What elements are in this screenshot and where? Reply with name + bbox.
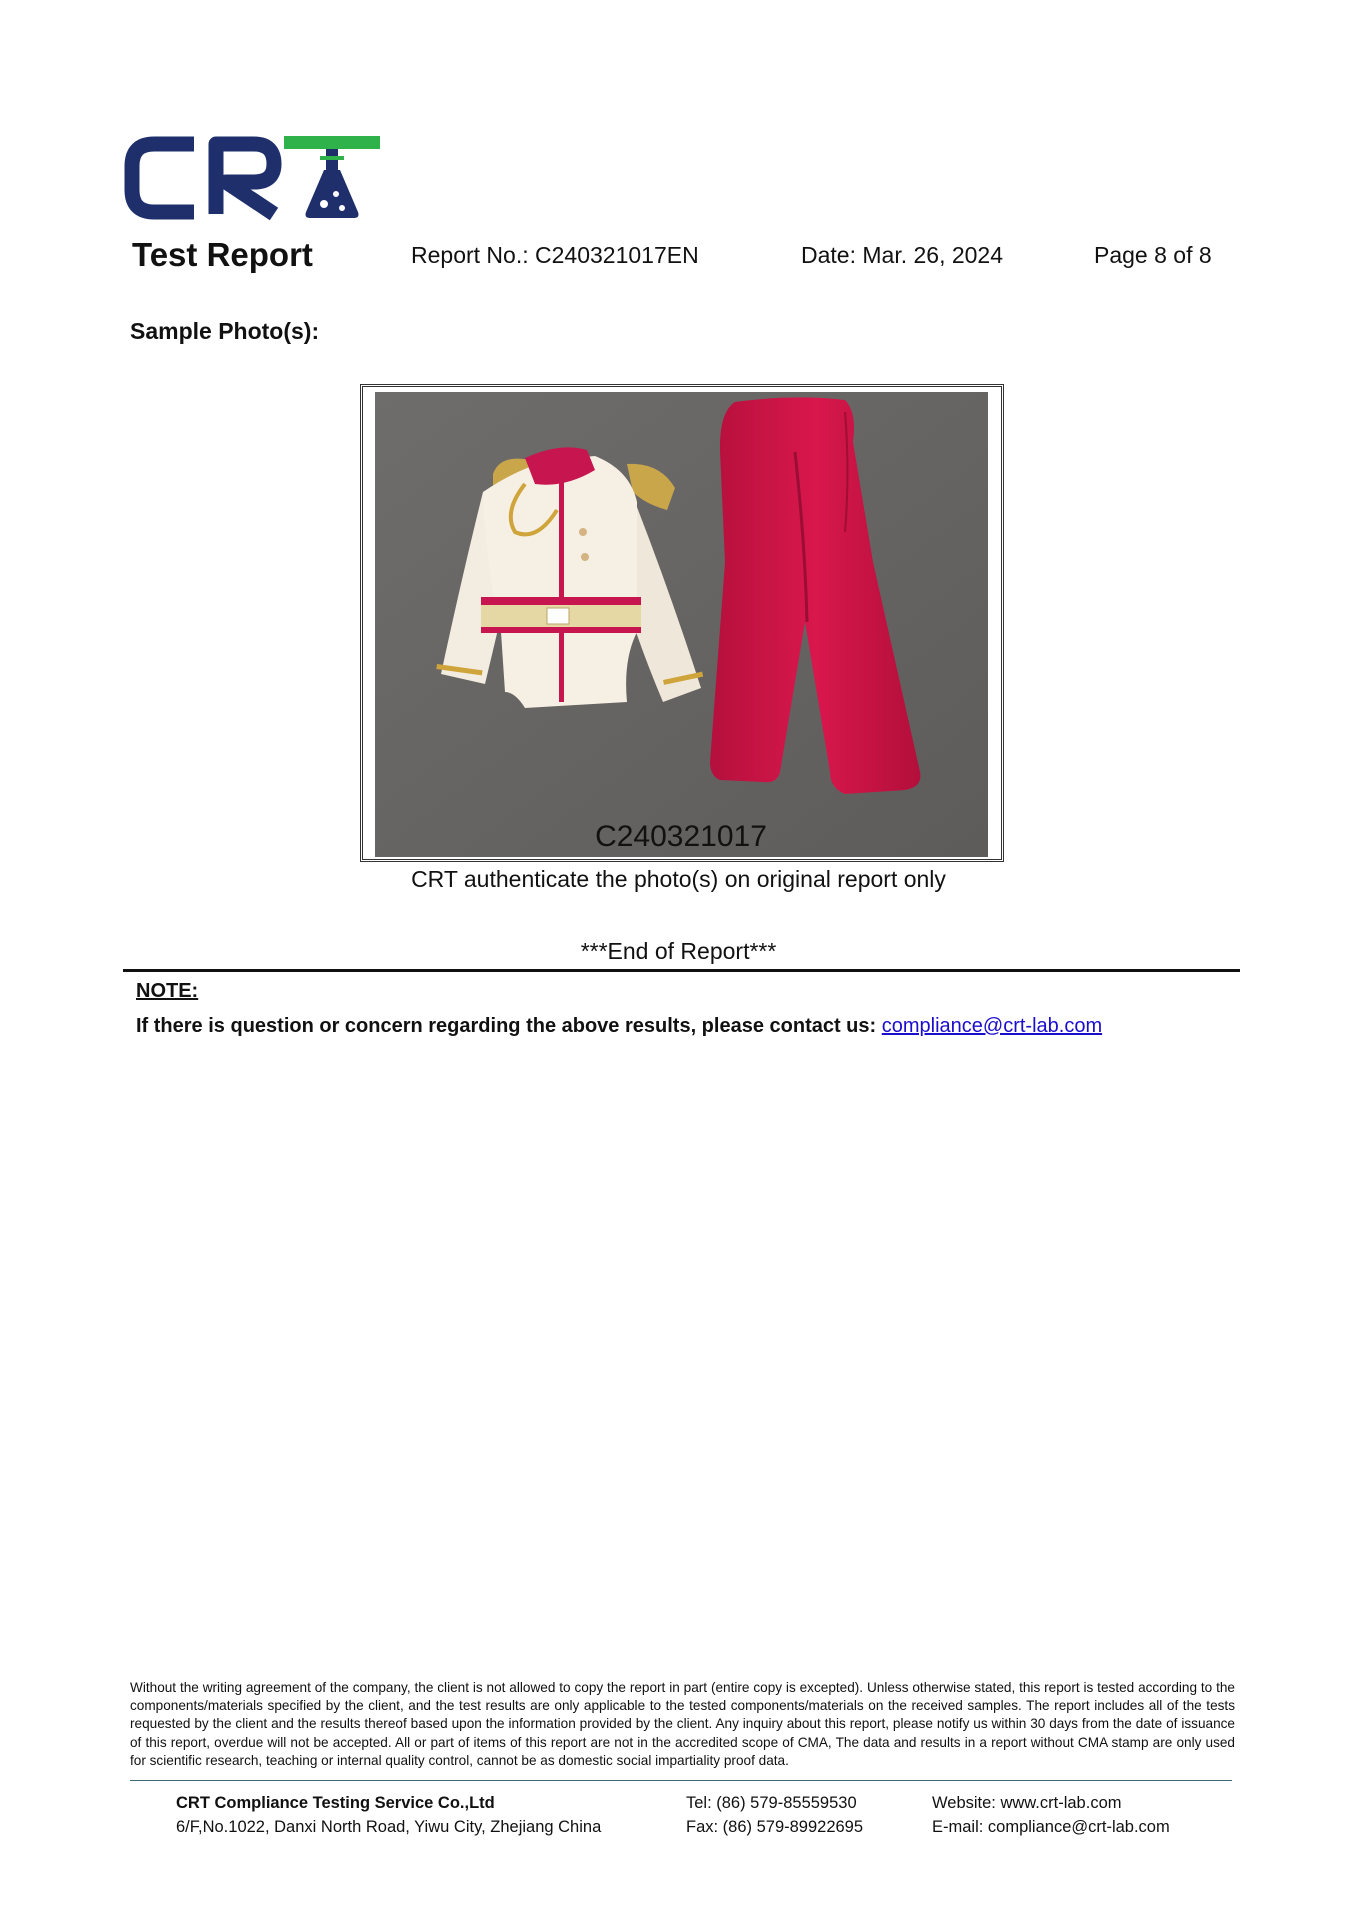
company-address: 6/F,No.1022, Danxi North Road, Yiwu City, Zhejiang China (176, 1818, 602, 1836)
website: Website: www.crt-lab.com (932, 1794, 1122, 1812)
contact-line (136, 1015, 1102, 1038)
sample-photo (375, 392, 988, 857)
crt-logo (124, 132, 384, 222)
footer-divider (130, 1780, 1232, 1781)
report-number: Report No.: C240321017EN (411, 242, 699, 268)
logo-letter-c (132, 144, 194, 212)
logo-letter-r (216, 144, 274, 214)
telephone: Tel: (86) 579-85559530 (686, 1794, 857, 1812)
sample-photos-heading: Sample Photo(s): (130, 318, 320, 344)
contact-email-link[interactable]: compliance@crt-lab.com (881, 1015, 1103, 1037)
report-date: Date: Mar. 26, 2024 (801, 242, 1004, 268)
fax: Fax: (86) 579-89922695 (686, 1818, 864, 1836)
photo-sample-label: C240321017 (595, 820, 767, 853)
photo-authentication-note: CRT authenticate the photo(s) on original report only (411, 866, 946, 892)
end-of-report: ***End of Report*** (580, 938, 777, 964)
disclaimer-text: Without the writing agreement of the company, the client is not allowed to copy the report in part (entire copy is excepted). Unless otherwise stated, this report is tested according to the components/materials specified by the client, and the test results are only applicable to the tested components/materials on the received samples. The report includes all of the tests requested by the client and the results thereof based upon the information provided by the client. Any inquiry about this report, please notify us within 30 days from the date of issuance of this report, overdue will not be accepted. All or part of items of this report are not in the accredited scope of CMA, The data and results in a report without CMA stamp are only used for scientific research, teaching or internal quality control, cannot be as domestic social impartiality proof data. (130, 1680, 1235, 1768)
logo-t-bar (284, 136, 380, 149)
footer-email: E-mail: compliance@crt-lab.com (932, 1818, 1170, 1836)
flask-icon (306, 170, 359, 218)
contact-text: If there is question or concern regarding the above results, please contact us: (136, 1015, 882, 1037)
divider (123, 969, 1240, 972)
company-name: CRT Compliance Testing Service Co.,Ltd (176, 1794, 495, 1812)
report-title: Test Report (132, 236, 313, 273)
note-label: NOTE: (136, 980, 199, 1002)
sample-photo-frame (360, 384, 1004, 862)
page-number: Page 8 of 8 (1094, 242, 1212, 268)
